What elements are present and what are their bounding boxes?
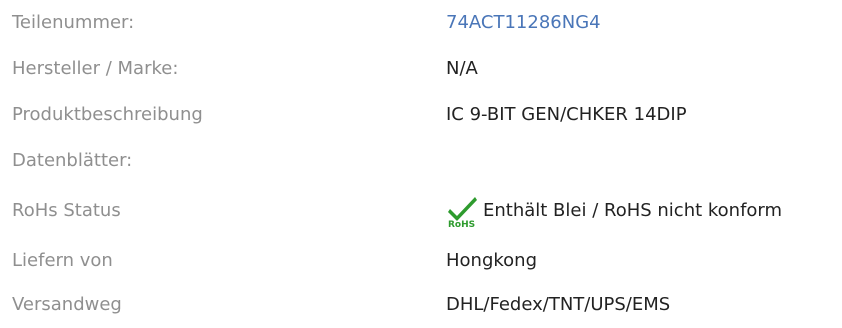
row-manufacturer	[0, 46, 842, 92]
row-datasheets	[0, 138, 842, 184]
ship-from-label: Liefern von	[12, 250, 113, 271]
manufacturer-value: N/A	[446, 58, 478, 79]
manufacturer-label: Hersteller / Marke:	[12, 58, 179, 79]
shipping-label: Versandweg	[12, 294, 122, 315]
row-description	[0, 92, 842, 138]
row-part-number	[0, 0, 842, 46]
datasheets-label: Datenblätter:	[12, 150, 133, 171]
ship-from-value: Hongkong	[446, 250, 538, 271]
rohs-value	[446, 188, 782, 234]
row-rohs	[0, 188, 842, 234]
row-ship-from	[0, 238, 842, 284]
rohs-label: RoHs Status	[12, 200, 121, 221]
part-number-label: Teilenummer:	[12, 12, 135, 33]
rohs-check-icon	[446, 194, 480, 228]
part-number-link[interactable]: 74ACT11286NG4	[446, 12, 601, 33]
shipping-value: DHL/Fedex/TNT/UPS/EMS	[446, 294, 671, 315]
description-value: IC 9-BIT GEN/CHKER 14DIP	[446, 104, 687, 125]
part-number-value	[446, 0, 601, 46]
row-shipping	[0, 282, 842, 328]
rohs-status-text: Enthält Blei / RoHS nicht konform	[483, 200, 783, 221]
description-label: Produktbeschreibung	[12, 104, 203, 125]
rohs-icon-text: RoHS	[448, 220, 476, 228]
